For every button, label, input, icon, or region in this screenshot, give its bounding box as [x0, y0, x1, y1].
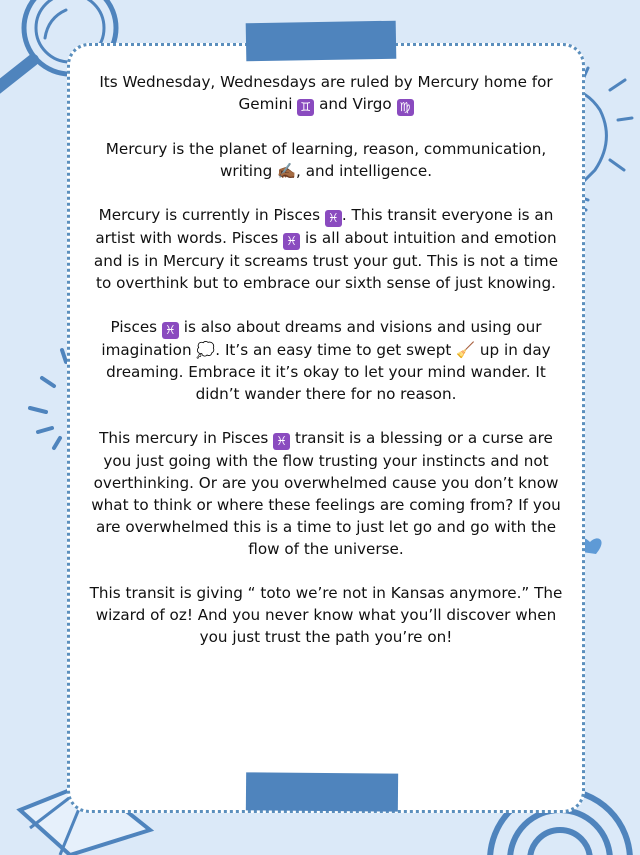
zodiac-icon: ♊: [297, 99, 314, 116]
zodiac-icon: ♓: [162, 322, 179, 339]
paragraph-6: [88, 582, 564, 648]
paragraph-1: [88, 71, 564, 116]
top-tape: [246, 21, 397, 62]
paragraph-5: [88, 427, 564, 560]
paragraph-text: Mercury is currently in Pisces: [98, 206, 325, 224]
paragraph-text: is also about dreams and visions and using our imagination 💭. It’s an easy time to get swept 🧹 up in day dreaming. Embrace it it’s okay to let your mind wander. It didn’t wander there for no reason.: [101, 318, 551, 403]
zodiac-icon: ♓: [273, 433, 290, 450]
paragraph-text: and Virgo: [314, 95, 397, 113]
paragraph-text: Mercury is the planet of learning, reason, communication, writing ✍🏾, and intelligence.: [105, 140, 547, 180]
paragraph-text: is all about intuition and emotion and is in Mercury it screams trust your gut. This is not a time to overthink but to embrace our sixth sense of just knowing.: [93, 229, 559, 292]
post-body: [88, 71, 564, 670]
paragraph-3: [88, 204, 564, 294]
paragraph-text: This mercury in Pisces: [99, 429, 274, 447]
bottom-tape: [246, 772, 398, 811]
zodiac-icon: ♍: [397, 99, 414, 116]
paragraph-text: . This transit everyone is an artist with words. Pisces: [95, 206, 554, 247]
paragraph-text: This transit is giving “ toto we’re not in Kansas anymore.” The wizard of oz! And you never know what you’ll discover when you just trust the path you’re on!: [89, 584, 563, 646]
paragraph-text: Its Wednesday, Wednesdays are ruled by Mercury home for Gemini: [99, 73, 553, 113]
zodiac-icon: ♓: [283, 233, 300, 250]
paragraph-text: Pisces: [110, 318, 162, 336]
paragraph-text: transit is a blessing or a curse are you just going with the flow trusting your instincts and not overthinking. Or are you overwhelmed cause you don’t know what to think or where these feelings are coming from? If you are overwhelmed this is a time to just let go and go with the flow of the universe.: [91, 429, 561, 558]
paragraph-2: [88, 138, 564, 182]
zodiac-icon: ♓: [325, 210, 342, 227]
paragraph-4: [88, 316, 564, 405]
